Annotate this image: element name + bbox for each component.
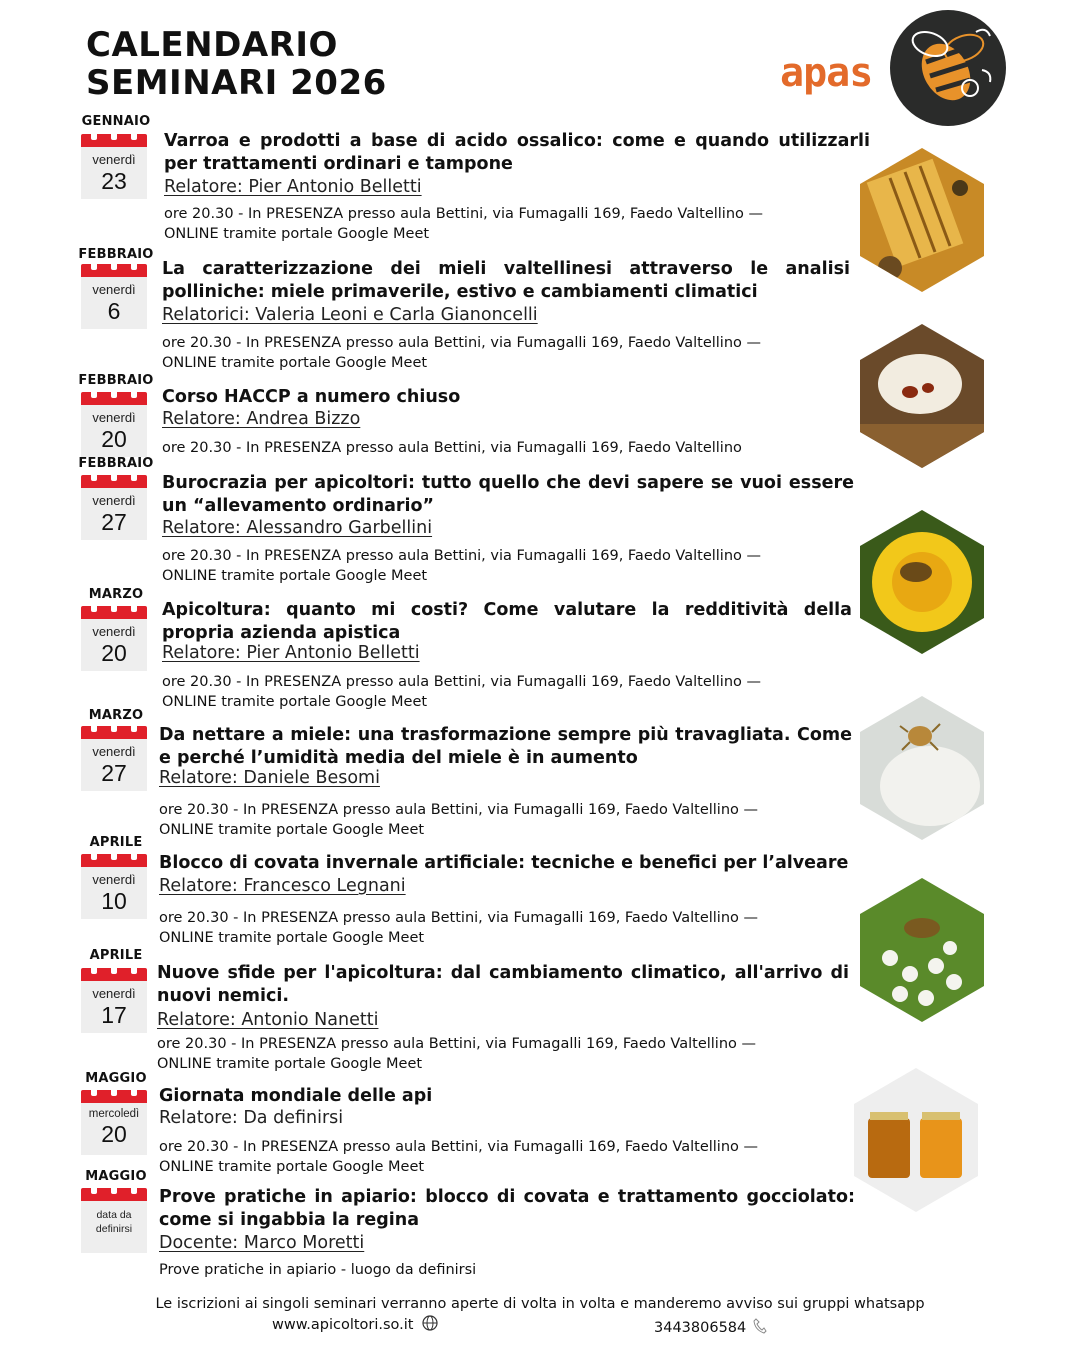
- event-month: FEBBRAIO: [78, 373, 154, 388]
- calendar-icon: [81, 1090, 147, 1155]
- event-location: [159, 1260, 476, 1280]
- bee-on-dandelion-image: [860, 510, 984, 654]
- event-speaker: Relatore: Francesco Legnani: [159, 876, 406, 896]
- event-location: [157, 1034, 756, 1074]
- event-title: Da nettare a miele: una trasformazione sempre più travagliata. Come e perché l’umidità media del miele è in aumento: [159, 725, 852, 768]
- title-line-1: CALENDARIO: [86, 25, 338, 65]
- calendar-icon: [81, 392, 147, 457]
- event-title: Burocrazia per apicoltori: tutto quello che devi sapere se vuoi essere un “allevamento ordinario”: [162, 473, 854, 516]
- event-speaker: Relatore: Pier Antonio Belletti: [164, 177, 422, 197]
- event-location-line2: ONLINE tramite portale Google Meet: [159, 930, 425, 946]
- event-month: GENNAIO: [81, 114, 151, 129]
- event-location: [162, 672, 761, 712]
- website-link[interactable]: [272, 1315, 438, 1335]
- event-location-line2: ONLINE tramite portale Google Meet: [164, 226, 430, 242]
- event-day-number: 20: [101, 1121, 127, 1147]
- event-month: FEBBRAIO: [78, 456, 154, 471]
- event-weekday: venerdì: [92, 872, 136, 887]
- event-location-line1: ore 20.30 - In PRESENZA presso aula Bettini, via Fumagalli 169, Faedo Valtellino —: [159, 1139, 758, 1155]
- event-location-line1: ore 20.30 - In PRESENZA presso aula Bettini, via Fumagalli 169, Faedo Valtellino —: [164, 206, 763, 222]
- event-location-line1: ore 20.30 - In PRESENZA presso aula Bettini, via Fumagalli 169, Faedo Valtellino —: [162, 548, 761, 564]
- event-month: MAGGIO: [85, 1071, 147, 1086]
- event-weekday: venerdì: [92, 986, 136, 1001]
- event-location: [159, 908, 758, 948]
- event-date-tbd-line1: data da: [96, 1209, 132, 1221]
- event-location-line2: ONLINE tramite portale Google Meet: [162, 694, 428, 710]
- event-title: Giornata mondiale delle api: [159, 1086, 433, 1106]
- apas-logo: [780, 10, 1010, 128]
- event-day-number: 10: [101, 888, 127, 914]
- event-title: Nuove sfide per l'apicoltura: dal cambiamento climatico, all'arrivo di nuovi nemici.: [157, 963, 849, 1006]
- phone-text: 3443806584: [654, 1320, 747, 1336]
- registration-note: Le iscrizioni ai singoli seminari verranno aperte di volta in volta e manderemo avviso sui gruppi whatsapp: [155, 1296, 925, 1312]
- event-month: MARZO: [88, 708, 144, 723]
- event-weekday: venerdì: [92, 282, 136, 297]
- event-month: MAGGIO: [85, 1169, 147, 1184]
- event-location: [162, 333, 761, 373]
- event-speaker: Relatore: Daniele Besomi: [159, 768, 380, 788]
- calendar-icon: [81, 726, 147, 791]
- event-weekday: venerdì: [92, 410, 136, 425]
- event-speaker: Relatore: Andrea Bizzo: [162, 409, 361, 429]
- calendar-icon: [81, 606, 147, 671]
- event-title: Prove pratiche in apiario: blocco di covata e trattamento gocciolato: come si ingabbia la regina: [159, 1187, 855, 1230]
- event-weekday: venerdì: [92, 493, 136, 508]
- event-month: APRILE: [89, 835, 143, 850]
- event-day-number: 23: [101, 168, 127, 194]
- event-title: Apicoltura: quanto mi costi? Come valutare la redditività della propria azienda apistica: [162, 600, 852, 643]
- event-title: La caratterizzazione dei mieli valtellinesi attraverso le analisi polliniche: miele primaverile, estivo e cambiamenti climatici: [162, 259, 850, 302]
- event-location-line2: ONLINE tramite portale Google Meet: [159, 1159, 425, 1175]
- event-speaker: Relatore: Da definirsi: [159, 1108, 344, 1128]
- event-location-line1: ore 20.30 - In PRESENZA presso aula Bettini, via Fumagalli 169, Faedo Valtellino —: [159, 910, 758, 926]
- event-location-line1: ore 20.30 - In PRESENZA presso aula Bettini, via Fumagalli 169, Faedo Valtellino: [162, 440, 742, 456]
- calendar-icon: [81, 264, 147, 329]
- bee-logo-icon: [890, 10, 1006, 126]
- event-day-number: 17: [101, 1002, 127, 1028]
- calendar-icon: [81, 475, 147, 540]
- event-weekday: mercoledì: [88, 1108, 140, 1120]
- mite-on-comb-image: [860, 696, 984, 840]
- title-line-2: SEMINARI 2026: [86, 63, 387, 103]
- event-location: [164, 204, 763, 244]
- event-day-number: 20: [101, 640, 127, 666]
- event-title: Corso HACCP a numero chiuso: [162, 387, 461, 407]
- event-weekday: venerdì: [92, 624, 136, 639]
- event-location-line2: ONLINE tramite portale Google Meet: [157, 1056, 423, 1072]
- event-weekday: venerdì: [92, 744, 136, 759]
- event-date-tbd-line2: definirsi: [95, 1223, 133, 1235]
- event-speaker: Relatore: Alessandro Garbellini: [162, 518, 433, 538]
- event-location-line2: ONLINE tramite portale Google Meet: [159, 822, 425, 838]
- event-location: [162, 546, 761, 586]
- phone-contact[interactable]: [654, 1318, 767, 1338]
- event-location: [159, 800, 758, 840]
- phone-icon: [753, 1318, 767, 1338]
- event-speaker: Docente: Marco Moretti: [159, 1233, 365, 1253]
- event-day-number: 27: [101, 760, 127, 786]
- event-location-line1: ore 20.30 - In PRESENZA presso aula Bettini, via Fumagalli 169, Faedo Valtellino —: [162, 674, 761, 690]
- honeycomb-frame-image: [860, 148, 984, 292]
- website-text: www.apicoltori.so.it: [272, 1317, 414, 1333]
- honey-jars-image: [854, 1068, 978, 1212]
- event-speaker: Relatorici: Valeria Leoni e Carla Gianoncelli: [162, 305, 538, 325]
- page-title: [86, 26, 387, 102]
- calendar-icon: [81, 1188, 147, 1253]
- calendar-icon: [81, 134, 147, 199]
- event-title: Varroa e prodotti a base di acido ossalico: come e quando utilizzarli per trattamenti ordinari e tampone: [164, 131, 870, 174]
- event-location-line1: ore 20.30 - In PRESENZA presso aula Bettini, via Fumagalli 169, Faedo Valtellino —: [159, 802, 758, 818]
- event-title: Blocco di covata invernale artificiale: tecniche e benefici per l’alveare: [159, 853, 849, 873]
- bee-larva-image: [860, 324, 984, 468]
- event-location-line2: ONLINE tramite portale Google Meet: [162, 355, 428, 371]
- event-day-number: 6: [107, 298, 121, 324]
- event-day-number: 20: [101, 426, 127, 452]
- event-location-line1: ore 20.30 - In PRESENZA presso aula Bettini, via Fumagalli 169, Faedo Valtellino —: [157, 1036, 756, 1052]
- globe-icon: [422, 1315, 438, 1335]
- event-month: APRILE: [89, 948, 143, 963]
- event-speaker: Relatore: Antonio Nanetti: [157, 1010, 379, 1030]
- event-weekday: venerdì: [92, 152, 136, 167]
- event-location-line1: ore 20.30 - In PRESENZA presso aula Bettini, via Fumagalli 169, Faedo Valtellino —: [162, 335, 761, 351]
- calendar-icon: [81, 968, 147, 1033]
- event-location: [159, 1137, 758, 1177]
- event-location-line1: Prove pratiche in apiario - luogo da definirsi: [159, 1262, 477, 1278]
- event-month: FEBBRAIO: [78, 247, 154, 262]
- event-location-line2: ONLINE tramite portale Google Meet: [162, 568, 428, 584]
- event-location: [162, 438, 742, 458]
- bee-on-white-flowers-image: [860, 878, 984, 1022]
- event-day-number: 27: [101, 509, 127, 535]
- event-speaker: Relatore: Pier Antonio Belletti: [162, 643, 420, 663]
- logo-text: apas: [780, 50, 873, 96]
- calendar-icon: [81, 854, 147, 919]
- event-month: MARZO: [88, 587, 144, 602]
